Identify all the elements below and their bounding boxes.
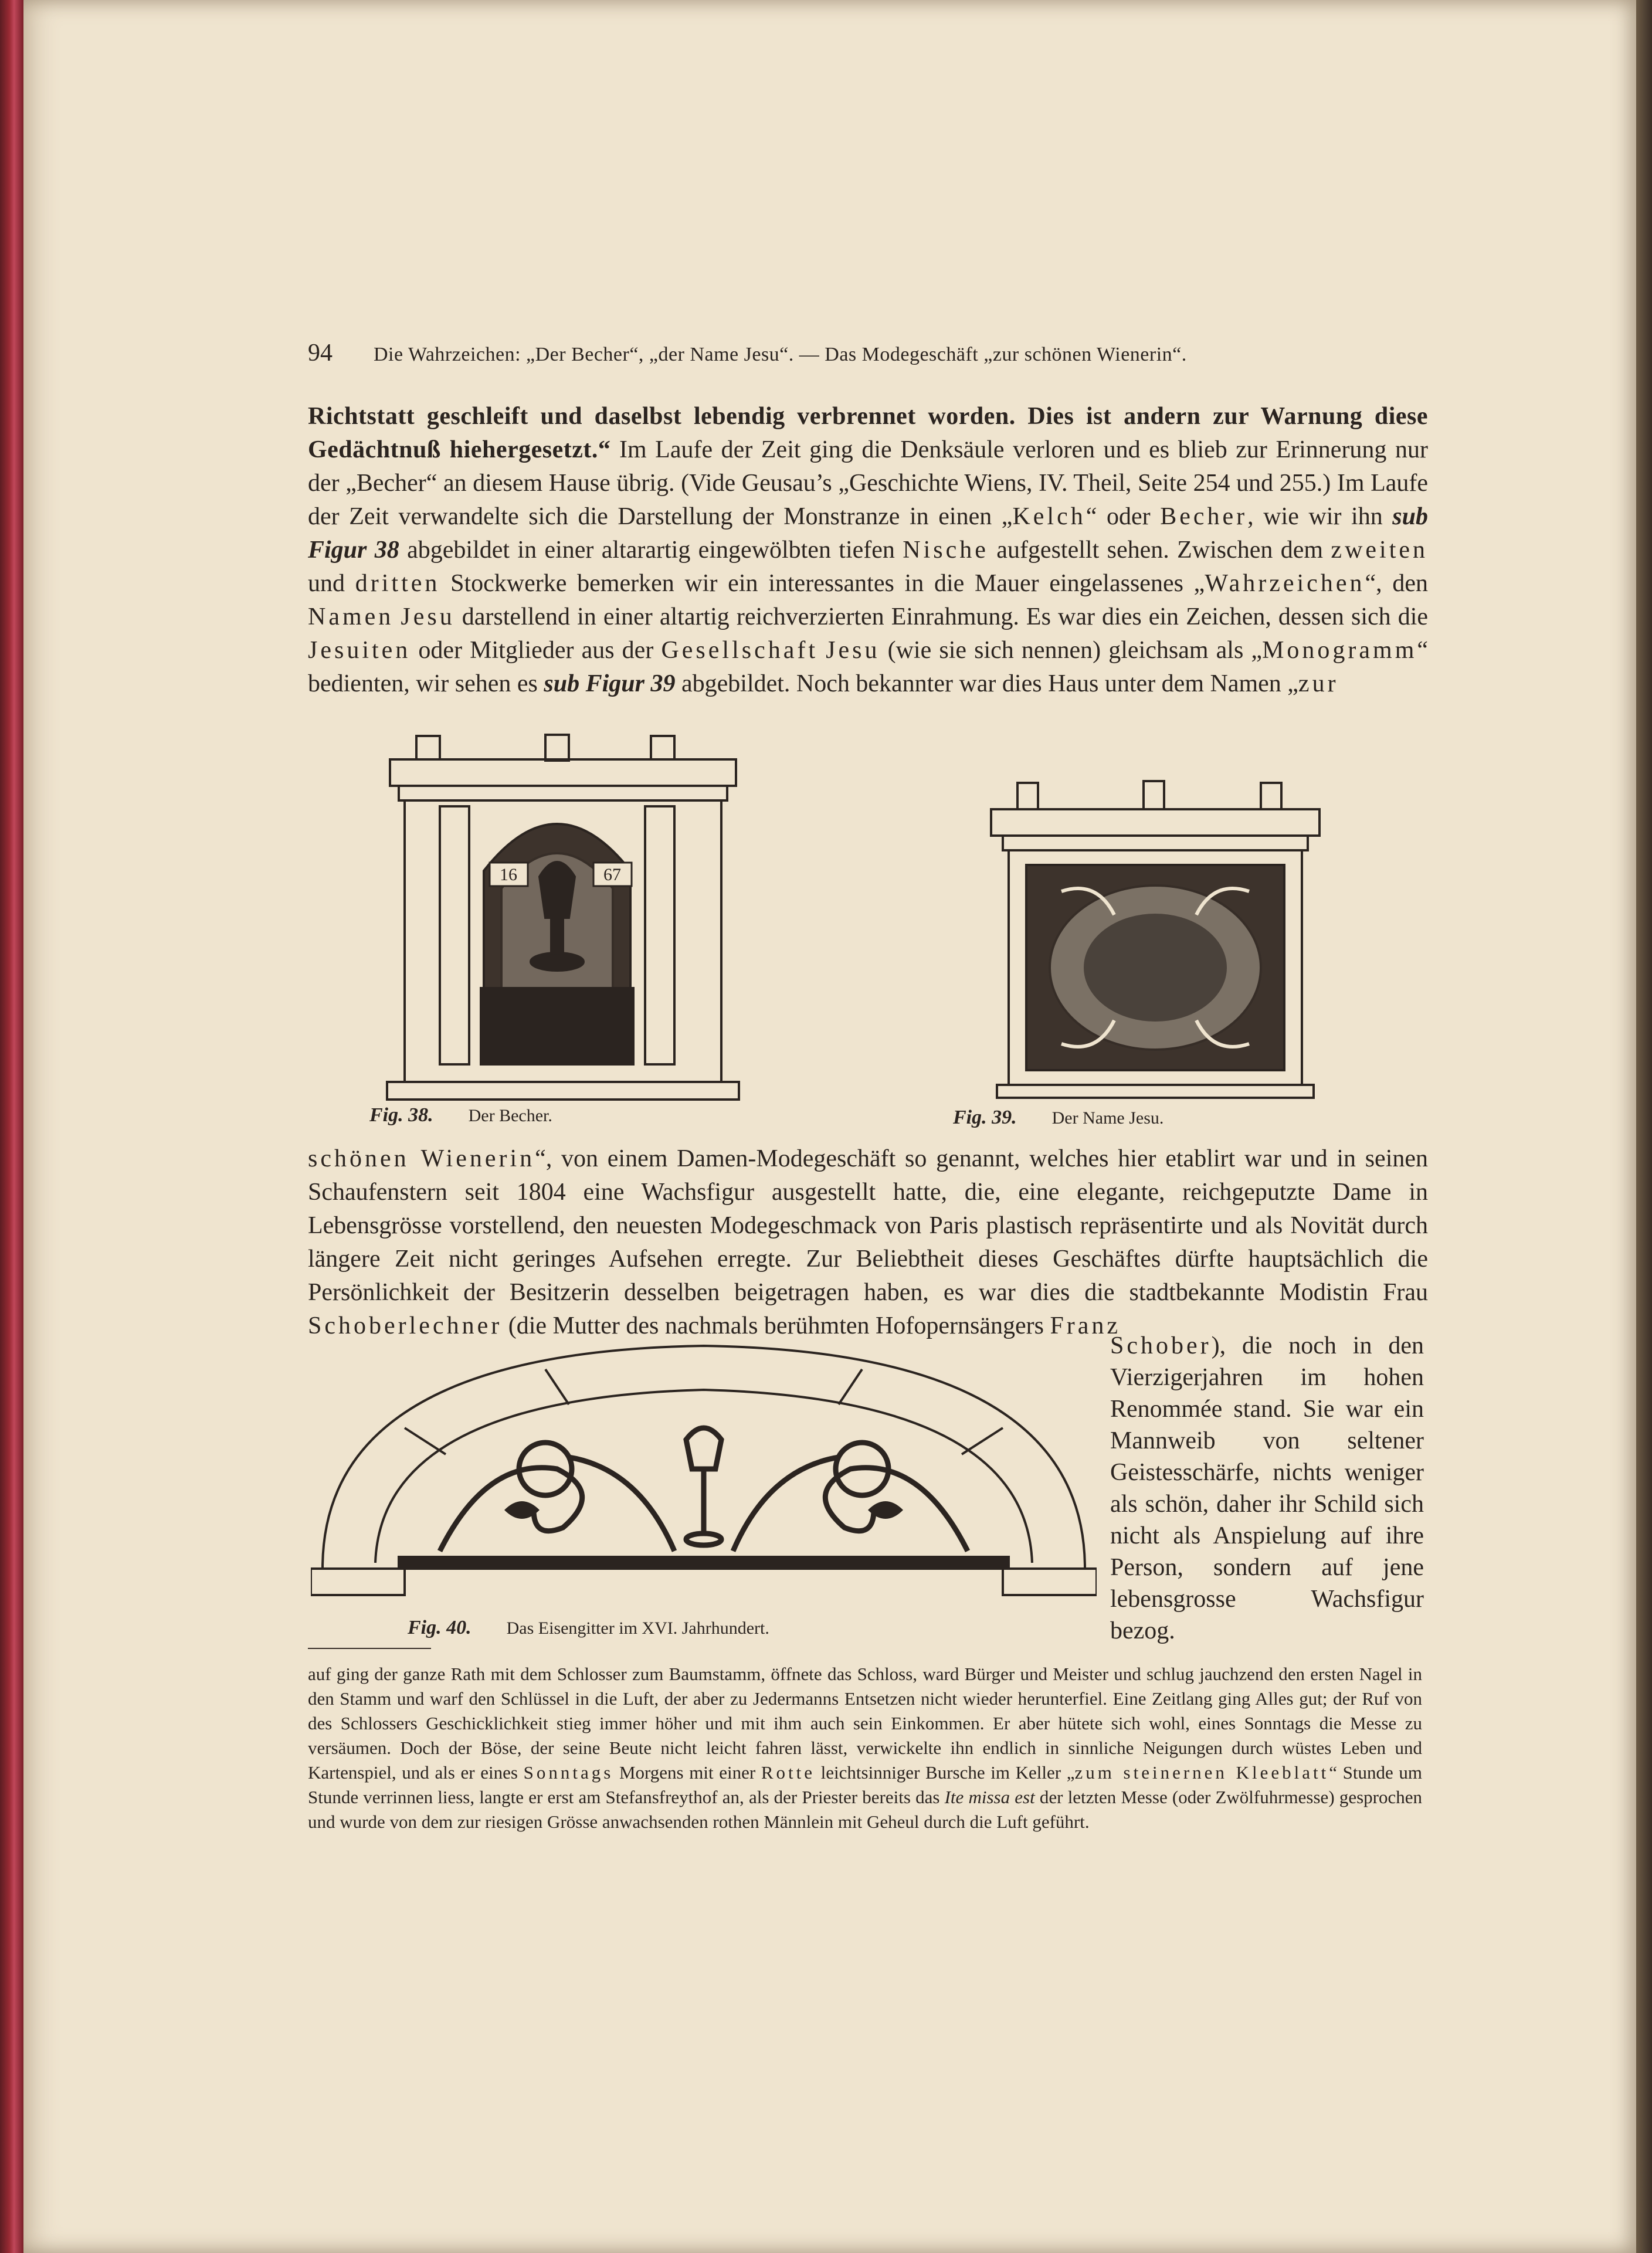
figure-38-becher (375, 730, 751, 1105)
footnote-rule (308, 1648, 431, 1649)
figure-40-eisengitter (311, 1340, 1097, 1604)
iron-grille-illustration (311, 1340, 1097, 1604)
side-column-text: Schober), die noch in den Vierzigerjahren im hohen Renommée stand. Sie war ein Mannweib von seltener Geistesschärfe, nichts weniger als schön, daher ihr Schild sich nicht als Anspielung auf ihre Person, sondern auf jene lebensgrosse Wachsfigur bezog. (1110, 1332, 1424, 1644)
page-number: 94 (308, 340, 333, 367)
paragraph-2: schönen Wienerin“, von einem Damen-Modegeschäft so genannt, welches hier etablirt war und in seinen Schaufenstern seit 1804 eine Wachsfigur ausgestellt hatte, die, eine elegante, reichgeputzte Dame in Lebensgrösse vorstellend, den neuesten Modegeschmack von Paris plastisch repräsentirte und als Novität durch längere Zeit nicht geringes Aufsehen erregte. Zur Beliebtheit dieses Geschäftes dürfte hauptsächlich die Persönlichkeit der Besitzerin desselben beigetragen haben, es war dies die stadtbekannte Modistin Frau Schoberlechner (die Mutter des nachmals berühmten Hofopernsängers Franz (308, 1145, 1429, 1339)
name-jesu-relief-illustration (973, 774, 1331, 1102)
footnote: auf ging der ganze Rath mit dem Schlosser zum Baumstamm, öffnete das Schloss, ward Bürger und Meister und schlug jauchzend den ersten Nagel in den Stamm und warf den Schlüssel in die Luft, der aber zu Jedermanns Entsetzen nicht wieder herunterfiel. Eine Zeitlang ging Alles gut; der Ruf von des Schlossers Geschicklichkeit stieg immer höher und mit ihm auch sein Einkommen. Er aber hütete sich wohl, eines Sonntags die Messe zu versäumen. Doch der Böse, der seine Beute nicht leicht fahren lässt, verwickelte ihn endlich in sinnliche Neigungen durch wüstes Leben und Kartenspiel, und als er eines Sonntags Morgens mit einer Rotte leichtsinniger Bursche im Keller „zum steinernen Kleeblatt“ Stunde um Stunde verrinnen liess, langte er erst am Stefansfreythof an, als der Priester bereits das Ite missa est der letzten Messe (oder Zwölfuhrmesse) gesprochen und wurde von dem zur riesigen Grösse anwachsenden rothen Männlein mit Geheul durch die Luft geführt. (308, 1664, 1422, 1832)
figure-39-name-jesu (973, 774, 1331, 1102)
caption-fig-39: Fig. 39. Der Name Jesu. (953, 1107, 1164, 1128)
caption-fig-40: Fig. 40. Das Eisengitter im XVI. Jahrhundert. (408, 1617, 769, 1638)
year-label-16: 16 (500, 865, 517, 884)
becher-niche-illustration (375, 730, 751, 1105)
book-page (23, 0, 1636, 2253)
paragraph-1: Richtstatt geschleift und daselbst lebendig verbrennet worden. Dies ist andern zur Warnung diese Gedächtnuß hiehergesetzt.“ Im Laufe der Zeit ging die Denksäule verloren und es blieb zur Erinnerung nur der „Becher“ an diesem Hause übrig. (Vide Geusau’s „Geschichte Wiens, IV. Theil, Seite 254 und 255.) Im Laufe der Zeit verwandelte sich die Darstellung der Monstranze in einen „Kelch“ oder Becher, wie wir ihn sub Figur 38 abgebildet in einer altarartig eingewölbten tiefen Nische aufgestellt sehen. Zwischen dem zweiten und dritten Stockwerke bemerken wir ein interessantes in die Mauer eingelassenes „Wahrzeichen“, den Namen Jesu darstellend in einer altartig reichverzierten Einrahmung. Es war dies ein Zeichen, dessen sich die Jesuiten oder Mitglieder aus der Gesellschaft Jesu (wie sie sich nennen) gleichsam als „Monogramm“ bedienten, wir sehen es sub Figur 39 abgebildet. Noch bekannter war dies Haus unter dem Namen „zur (308, 403, 1429, 697)
fig39-reference: sub Figur 39 (544, 670, 676, 697)
running-header (308, 339, 1422, 374)
fig38-reference: sub Figur 38 (308, 503, 1428, 564)
book-binding-edge (0, 0, 23, 2253)
page-shadow-edge (1636, 0, 1652, 2253)
fraktur-quote: Richtstatt geschleift und daselbst lebendig verbrennet worden. Dies ist andern zur Warnung diese Gedächtnuß hiehergesetzt.“ (308, 403, 1428, 463)
caption-fig-38: Fig. 38. Der Becher. (369, 1104, 552, 1126)
year-label-67: 67 (603, 865, 621, 884)
running-title: Die Wahrzeichen: „Der Becher“, „der Name Jesu“. — Das Modegeschäft „zur schönen Wienerin“. (374, 344, 1187, 365)
